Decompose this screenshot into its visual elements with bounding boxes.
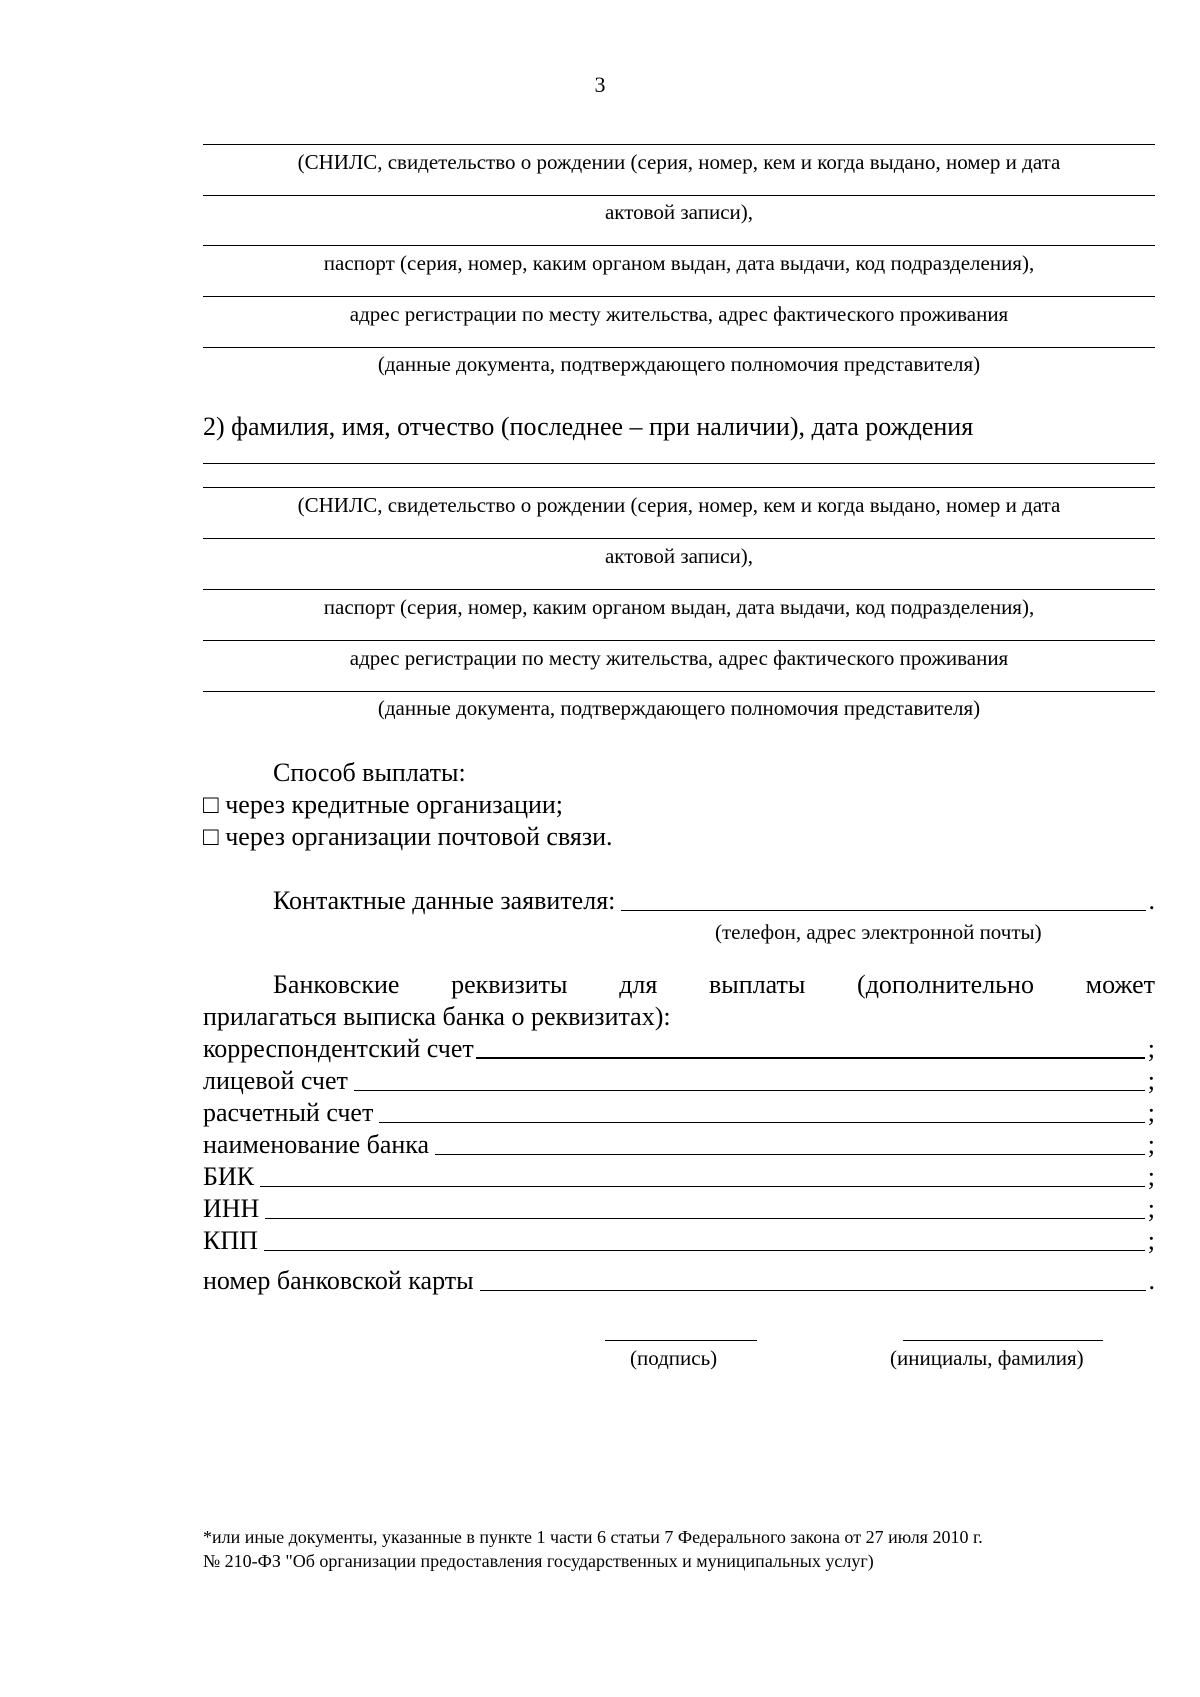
bank-field-kpp [203, 1226, 1155, 1256]
bik-input[interactable] [260, 1186, 1145, 1187]
inn-input[interactable] [265, 1218, 1144, 1219]
settlement-account-input[interactable] [379, 1122, 1144, 1123]
bank-field-personal-account [203, 1066, 1155, 1096]
payment-option-label: через организации почтовой связи. [225, 822, 613, 851]
name-line[interactable] [903, 1340, 1103, 1341]
caption-passport: паспорт (серия, номер, каким органом выдан, дата выдачи, код подразделения), [323, 251, 1035, 275]
signature-label: (подпись) [630, 1346, 718, 1370]
field-end: ; [1147, 1098, 1155, 1127]
caption-representative: (данные документа, подтверждающего полномочия представителя) [377, 352, 981, 376]
field-label: расчетный счет [203, 1098, 374, 1127]
field-label: БИК [203, 1162, 255, 1191]
contacts-label: Контактные данные заявителя: [273, 886, 616, 915]
contacts-end: . [1148, 886, 1155, 915]
field-end: ; [1147, 1194, 1155, 1223]
caption-address: адрес регистрации по месту жительства, адрес фактического проживания [349, 302, 1009, 326]
checkbox-icon[interactable]: □ [203, 822, 219, 851]
name-label: (инициалы, фамилия) [890, 1346, 1084, 1370]
blank-line[interactable] [203, 245, 1155, 246]
bank-field-inn [203, 1194, 1155, 1224]
blank-line[interactable] [203, 144, 1155, 145]
field-end: ; [1147, 1130, 1155, 1159]
card-number-input[interactable] [480, 1290, 1146, 1291]
bank-field-bik [203, 1162, 1155, 1192]
blank-line[interactable] [203, 640, 1155, 641]
contacts-row [273, 886, 1155, 916]
blank-line[interactable] [203, 538, 1155, 539]
caption-snils-cont: актовой записи), [604, 544, 754, 568]
blank-line[interactable] [203, 347, 1155, 348]
footnote-line1: *или иные документы, указанные в пункте 1 части 6 статьи 7 Федерального закона от 27 июля 2010 г. [203, 1527, 983, 1547]
bank-intro-word: Банковские [273, 970, 400, 999]
payment-title: Способ выплаты: [273, 758, 466, 787]
contacts-input[interactable] [621, 910, 1145, 911]
payment-option-label: через кредитные организации; [225, 790, 564, 819]
field-end: ; [1147, 1226, 1155, 1255]
bank-intro-word: реквизиты [451, 970, 568, 999]
bank-name-input[interactable] [435, 1154, 1145, 1155]
blank-line[interactable] [203, 195, 1155, 196]
blank-line[interactable] [203, 589, 1155, 590]
field-label: наименование банка [203, 1130, 430, 1159]
field-end: ; [1147, 1162, 1155, 1191]
checkbox-icon[interactable]: □ [203, 790, 219, 819]
bank-field-card-number [203, 1266, 1155, 1296]
bank-field-corr-account [203, 1034, 1155, 1064]
bank-intro-word: для [619, 970, 658, 999]
bank-intro [273, 970, 1155, 1000]
field-label: лицевой счет [203, 1066, 348, 1095]
payment-option-credit[interactable] [203, 790, 563, 820]
caption-snils-cont: актовой записи), [604, 200, 754, 224]
field-end: . [1148, 1266, 1155, 1295]
field-label: номер банковской карты [203, 1266, 474, 1295]
bank-field-bank-name [203, 1130, 1155, 1160]
contacts-hint: (телефон, адрес электронной почты) [715, 920, 1042, 944]
field-end: ; [1147, 1066, 1155, 1095]
bank-intro-word: выплаты [709, 970, 806, 999]
bank-intro-word: (дополнительно [857, 970, 1034, 999]
caption-passport: паспорт (серия, номер, каким органом выдан, дата выдачи, код подразделения), [323, 595, 1035, 619]
caption-address: адрес регистрации по месту жительства, адрес фактического проживания [349, 646, 1009, 670]
personal-account-input[interactable] [354, 1090, 1145, 1091]
blank-line[interactable] [203, 691, 1155, 692]
field-label: КПП [203, 1226, 258, 1255]
bank-intro-line2: прилагаться выписка банка о реквизитах): [203, 1002, 671, 1031]
corr-account-input[interactable] [476, 1057, 1145, 1059]
payment-option-post[interactable] [203, 822, 613, 852]
field-label: ИНН [203, 1194, 260, 1223]
footnote-line2: № 210-ФЗ "Об организации предоставления государственных и муниципальных услуг) [203, 1551, 874, 1571]
signature-line[interactable] [605, 1340, 757, 1341]
blank-line[interactable] [203, 463, 1155, 464]
caption-snils: (СНИЛС, свидетельство о рождении (серия, номер, кем и когда выдано, номер и дата [297, 493, 1061, 517]
caption-snils: (СНИЛС, свидетельство о рождении (серия, номер, кем и когда выдано, номер и дата [297, 150, 1061, 174]
caption-representative: (данные документа, подтверждающего полномочия представителя) [377, 696, 981, 720]
page-number: 3 [594, 72, 606, 97]
kpp-input[interactable] [264, 1250, 1145, 1251]
section2-heading: 2) фамилия, имя, отчество (последнее – при наличии), дата рождения [203, 412, 974, 441]
field-label: корреспондентский счет [203, 1034, 474, 1063]
bank-intro-word: может [1085, 970, 1155, 999]
blank-line[interactable] [203, 296, 1155, 297]
bank-field-settlement-account [203, 1098, 1155, 1128]
blank-line[interactable] [203, 487, 1155, 488]
field-end: ; [1147, 1034, 1155, 1063]
